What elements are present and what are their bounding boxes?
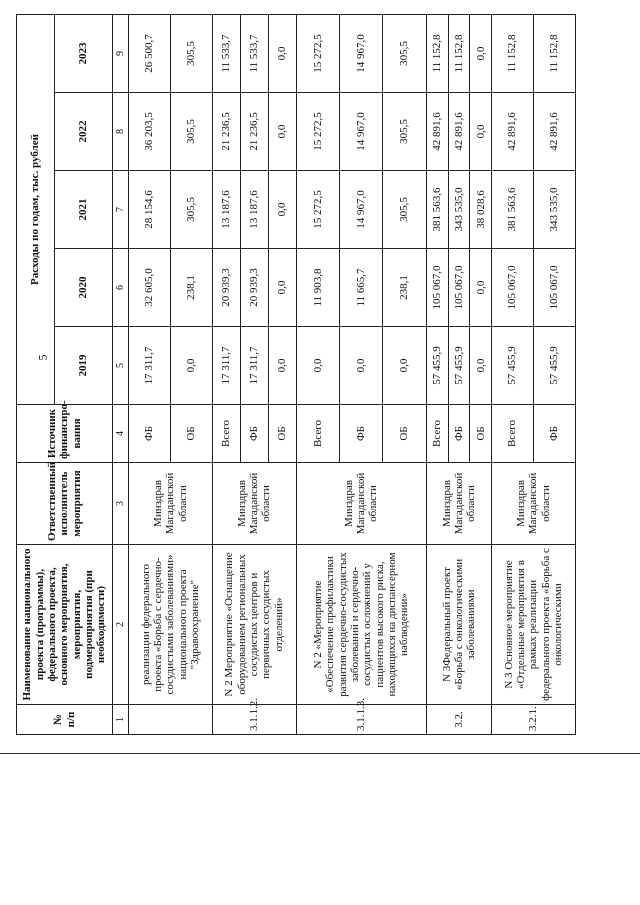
row-source: ФБ xyxy=(448,405,470,463)
value-cell: 42 891,6 xyxy=(448,93,470,171)
row-source: ФБ xyxy=(534,405,576,463)
value-cell: 11 152,8 xyxy=(426,14,448,92)
value-cell: 21 236,5 xyxy=(212,93,240,171)
value-cell: 14 967,0 xyxy=(340,14,383,92)
expenses-group-header: Расходы по годам, тыс. рублей xyxy=(17,14,55,404)
year-header: 2019 xyxy=(55,327,113,405)
value-cell: 32 605,0 xyxy=(129,249,171,327)
value-cell: 11 665,7 xyxy=(340,249,383,327)
row-source: ФБ xyxy=(240,405,268,463)
row-executor: Минздрав Магаданской области xyxy=(426,463,491,545)
value-cell: 42 891,6 xyxy=(426,93,448,171)
col-index: 7 xyxy=(113,171,129,249)
value-cell: 0,0 xyxy=(268,93,296,171)
row-source: Всего xyxy=(426,405,448,463)
row-source: ФБ xyxy=(340,405,383,463)
value-cell: 305,5 xyxy=(171,93,213,171)
col-source-header: Источник финансиро-вания xyxy=(17,405,113,463)
year-header: 2023 xyxy=(55,14,113,92)
col-index: 2 xyxy=(113,545,129,705)
col-index: 1 xyxy=(113,705,129,735)
value-cell: 343 535,0 xyxy=(448,171,470,249)
value-cell: 305,5 xyxy=(383,171,426,249)
value-cell: 28 154,6 xyxy=(129,171,171,249)
value-cell: 11 903,8 xyxy=(296,249,339,327)
value-cell: 105 067,0 xyxy=(426,249,448,327)
value-cell: 0,0 xyxy=(383,327,426,405)
row-name: N 3Федеральный проект «Борьба с онкологическими заболеваниями xyxy=(426,545,491,705)
value-cell: 57 455,9 xyxy=(448,327,470,405)
value-cell: 0,0 xyxy=(268,14,296,92)
value-cell: 17 311,7 xyxy=(240,327,268,405)
value-cell: 11 533,7 xyxy=(212,14,240,92)
value-cell: 15 272,5 xyxy=(296,14,339,92)
expenses-table xyxy=(16,14,576,735)
row-number: 3.2.1. xyxy=(492,705,576,735)
row-source: ОБ xyxy=(470,405,492,463)
year-header: 2020 xyxy=(55,249,113,327)
value-cell: 0,0 xyxy=(171,327,213,405)
table-row xyxy=(426,14,448,734)
row-executor: Минздрав Магаданской области xyxy=(296,463,426,545)
col-num-header: № п/п xyxy=(17,705,113,735)
row-executor: Минздрав Магаданской области xyxy=(212,463,296,545)
value-cell: 0,0 xyxy=(470,327,492,405)
col-index: 6 xyxy=(113,249,129,327)
table-row xyxy=(212,14,240,734)
value-cell: 11 152,8 xyxy=(492,14,534,92)
value-cell: 38 028,6 xyxy=(470,171,492,249)
row-source: Всего xyxy=(296,405,339,463)
value-cell: 381 563,6 xyxy=(492,171,534,249)
col-index: 9 xyxy=(113,14,129,92)
value-cell: 305,5 xyxy=(171,14,213,92)
table-body xyxy=(129,14,576,734)
row-executor: Минздрав Магаданской области xyxy=(129,463,213,545)
value-cell: 238,1 xyxy=(383,249,426,327)
value-cell: 105 067,0 xyxy=(492,249,534,327)
table-header xyxy=(17,14,129,734)
value-cell: 0,0 xyxy=(268,327,296,405)
value-cell: 305,5 xyxy=(383,14,426,92)
value-cell: 14 967,0 xyxy=(340,171,383,249)
value-cell: 20 939,3 xyxy=(240,249,268,327)
value-cell: 0,0 xyxy=(340,327,383,405)
value-cell: 36 203,5 xyxy=(129,93,171,171)
value-cell: 0,0 xyxy=(470,93,492,171)
value-cell: 305,5 xyxy=(383,93,426,171)
year-header: 2022 xyxy=(55,93,113,171)
value-cell: 11 152,8 xyxy=(534,14,576,92)
value-cell: 15 272,5 xyxy=(296,171,339,249)
row-number: 3.1.1.3. xyxy=(296,705,426,735)
horizontal-rule xyxy=(0,753,640,754)
row-name: реализации федерального проекта «Борьба с сердечно-сосудистыми заболеваниями» национального проекта "Здравоохранение" xyxy=(129,545,213,705)
value-cell: 20 939,3 xyxy=(212,249,240,327)
table-row xyxy=(296,14,339,734)
col-index: 4 xyxy=(113,405,129,463)
value-cell: 0,0 xyxy=(268,249,296,327)
value-cell: 42 891,6 xyxy=(534,93,576,171)
value-cell: 14 967,0 xyxy=(340,93,383,171)
value-cell: 105 067,0 xyxy=(534,249,576,327)
row-source: ОБ xyxy=(171,405,213,463)
value-cell: 17 311,7 xyxy=(212,327,240,405)
col-index: 3 xyxy=(113,463,129,545)
value-cell: 11 152,8 xyxy=(448,14,470,92)
value-cell: 0,0 xyxy=(470,14,492,92)
value-cell: 11 533,7 xyxy=(240,14,268,92)
col-name-header: Наименование национального проекта (программы), федерального проекта, основного мероприятия, мероприятия, подмероприятия (при необходимости) xyxy=(17,545,113,705)
value-cell: 57 455,9 xyxy=(426,327,448,405)
row-name: N 2 Мероприятие «Оснащение оборудованием региональных сосудистых центров и первичных сосудистых отделений» xyxy=(212,545,296,705)
row-source: ОБ xyxy=(383,405,426,463)
value-cell: 0,0 xyxy=(296,327,339,405)
table-row xyxy=(129,14,171,734)
row-name: N 3 Основное мероприятие «Отдельные мероприятия в рамках реализации федерального проекта «Борьба с онкологическими xyxy=(492,545,576,705)
row-source: ОБ xyxy=(268,405,296,463)
year-header: 2021 xyxy=(55,171,113,249)
value-cell: 21 236,5 xyxy=(240,93,268,171)
value-cell: 0,0 xyxy=(470,249,492,327)
row-number: 3.1.1.2. xyxy=(212,705,296,735)
value-cell: 15 272,5 xyxy=(296,93,339,171)
row-name: N 2 «Мероприятие «Обеспечение профилактики развития сердечно-сосудистых заболеваний и сердечно-сосудистых осложнений у пациентов высокого риска, находящихся на диспансерном наблюдении» xyxy=(296,545,426,705)
col-index: 8 xyxy=(113,93,129,171)
col-executor-header: Ответственный исполнитель мероприятия xyxy=(17,463,113,545)
row-source: ФБ xyxy=(129,405,171,463)
value-cell: 13 187,6 xyxy=(240,171,268,249)
row-source: Всего xyxy=(492,405,534,463)
col-index: 5 xyxy=(113,327,129,405)
value-cell: 305,5 xyxy=(171,171,213,249)
row-executor: Минздрав Магаданской области xyxy=(492,463,576,545)
value-cell: 0,0 xyxy=(268,171,296,249)
row-number xyxy=(129,705,213,735)
value-cell: 381 563,6 xyxy=(426,171,448,249)
value-cell: 17 311,7 xyxy=(129,327,171,405)
value-cell: 57 455,9 xyxy=(492,327,534,405)
value-cell: 26 500,7 xyxy=(129,14,171,92)
value-cell: 343 535,0 xyxy=(534,171,576,249)
rotated-table-container xyxy=(16,15,576,735)
page-number: 5 xyxy=(35,354,50,361)
row-source: Всего xyxy=(212,405,240,463)
value-cell: 238,1 xyxy=(171,249,213,327)
row-number: 3.2. xyxy=(426,705,491,735)
value-cell: 42 891,6 xyxy=(492,93,534,171)
table-row xyxy=(492,14,534,734)
value-cell: 13 187,6 xyxy=(212,171,240,249)
value-cell: 57 455,9 xyxy=(534,327,576,405)
value-cell: 105 067,0 xyxy=(448,249,470,327)
